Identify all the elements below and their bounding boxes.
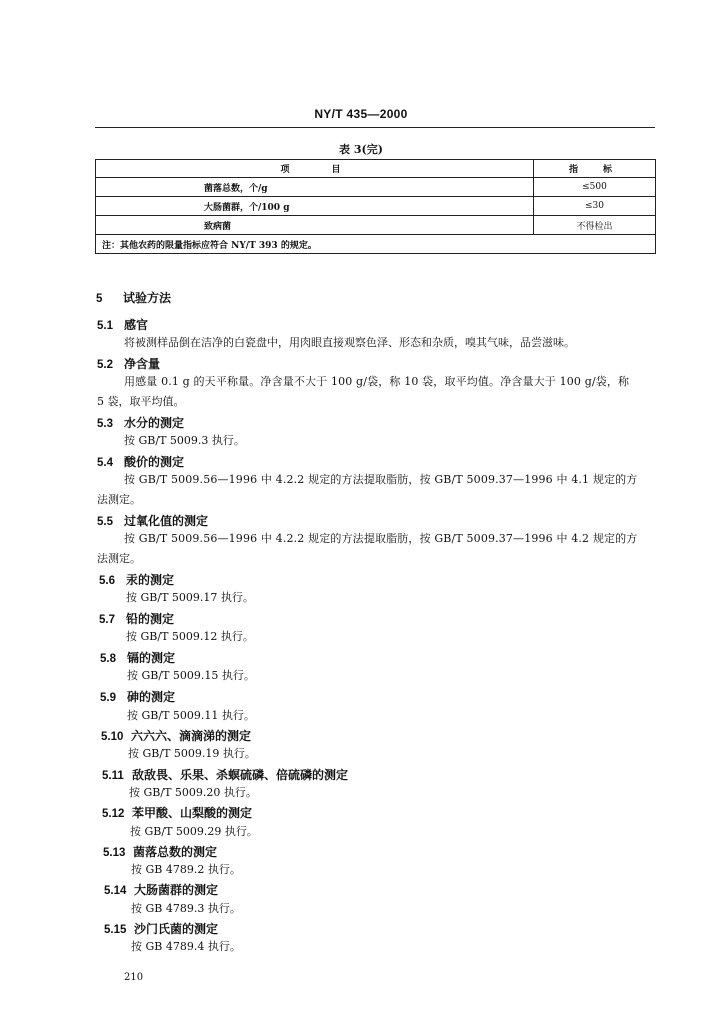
table-note: 注：其他农药的限量指标应符合 NY/T 393 的规定。 — [96, 235, 656, 254]
subsection-heading: 5.12 苯甲酸、山梨酸的测定 — [102, 806, 253, 820]
paragraph-line: 按 GB/T 5009.29 执行。 — [130, 825, 258, 838]
spec-table — [95, 159, 656, 254]
page-number: 210 — [124, 972, 144, 983]
section-title: 试验方法 — [123, 291, 172, 305]
table-row — [96, 197, 656, 216]
paragraph-line: 按 GB/T 5009.20 执行。 — [129, 786, 257, 799]
table-row — [96, 178, 656, 197]
table-row — [96, 216, 656, 235]
section-number: 5 — [96, 293, 103, 305]
column-header-item: 项 目 — [96, 160, 534, 178]
subsection-heading: 5.1 感官 — [97, 318, 149, 332]
paragraph-line: 按 GB/T 5009.15 执行。 — [127, 669, 255, 682]
table-cell-item: 致病菌 — [96, 216, 534, 235]
subsection-heading: 5.2 净含量 — [97, 357, 161, 371]
subsection-heading: 5.15 沙门氏菌的测定 — [104, 922, 219, 936]
table-note-row — [96, 235, 656, 254]
table-cell-value: ≤30 — [534, 197, 656, 216]
column-header-value: 指 标 — [534, 160, 656, 178]
table-header-row — [96, 160, 656, 178]
paragraph-line: 按 GB/T 5009.56—1996 中 4.2.2 规定的方法提取脂肪，按 GB/T 5009.37—1996 中 4.2 规定的方 — [124, 532, 638, 545]
paragraph-line: 按 GB/T 5009.12 执行。 — [126, 630, 254, 643]
section-heading — [96, 291, 171, 306]
subsection-heading: 5.8 镉的测定 — [100, 651, 176, 665]
paragraph-line: 按 GB 4789.3 执行。 — [131, 902, 241, 915]
paragraph-line: 将被测样品倒在洁净的白瓷盘中，用肉眼直接观察色泽、形态和杂质，嗅其气味，品尝滋味。 — [124, 336, 575, 349]
paragraph-line: 法测定。 — [97, 552, 141, 565]
subsection-heading: 5.14 大肠菌群的测定 — [104, 883, 219, 897]
paragraph-line: 按 GB/T 5009.17 执行。 — [126, 591, 254, 604]
subsection-heading: 5.5 过氧化值的测定 — [97, 514, 209, 528]
table-cell-value: 不得检出 — [534, 216, 656, 235]
paragraph-line: 法测定。 — [97, 493, 141, 506]
header-rule — [95, 127, 655, 128]
subsection-heading: 5.4 酸价的测定 — [97, 455, 185, 469]
paragraph-line: 按 GB/T 5009.56—1996 中 4.2.2 规定的方法提取脂肪，按 GB/T 5009.37—1996 中 4.1 规定的方 — [124, 473, 638, 486]
standard-code: NY/T 435—2000 — [314, 107, 408, 121]
paragraph-line: 按 GB/T 5009.11 执行。 — [127, 709, 255, 722]
subsection-heading: 5.9 砷的测定 — [100, 690, 176, 704]
paragraph-line: 5 袋，取平均值。 — [97, 395, 185, 408]
paragraph-line: 按 GB/T 5009.19 执行。 — [128, 747, 256, 760]
subsection-heading: 5.7 铅的测定 — [99, 612, 175, 626]
table-cell-item: 菌落总数，个/g — [96, 178, 534, 197]
subsection-heading: 5.3 水分的测定 — [97, 416, 185, 430]
subsection-heading: 5.11 敌敌畏、乐果、杀螟硫磷、倍硫磷的测定 — [102, 768, 349, 782]
paragraph-line: 按 GB/T 5009.3 执行。 — [124, 434, 245, 447]
subsection-heading: 5.6 汞的测定 — [99, 573, 175, 587]
paragraph-line: 用感量 0.1 g 的天平称量。净含量不大于 100 g/袋，称 10 袋，取平均值。净含量大于 100 g/袋，称 — [124, 375, 630, 388]
table-cell-item: 大肠菌群，个/100 g — [96, 197, 534, 216]
table-caption: 表 3(完) — [339, 143, 383, 156]
subsection-heading: 5.13 菌落总数的测定 — [103, 845, 218, 859]
subsection-heading: 5.10 六六六、滴滴涕的测定 — [101, 729, 252, 743]
paragraph-line: 按 GB 4789.4 执行。 — [131, 940, 241, 953]
table-cell-value: ≤500 — [534, 178, 656, 197]
paragraph-line: 按 GB 4789.2 执行。 — [131, 863, 241, 876]
